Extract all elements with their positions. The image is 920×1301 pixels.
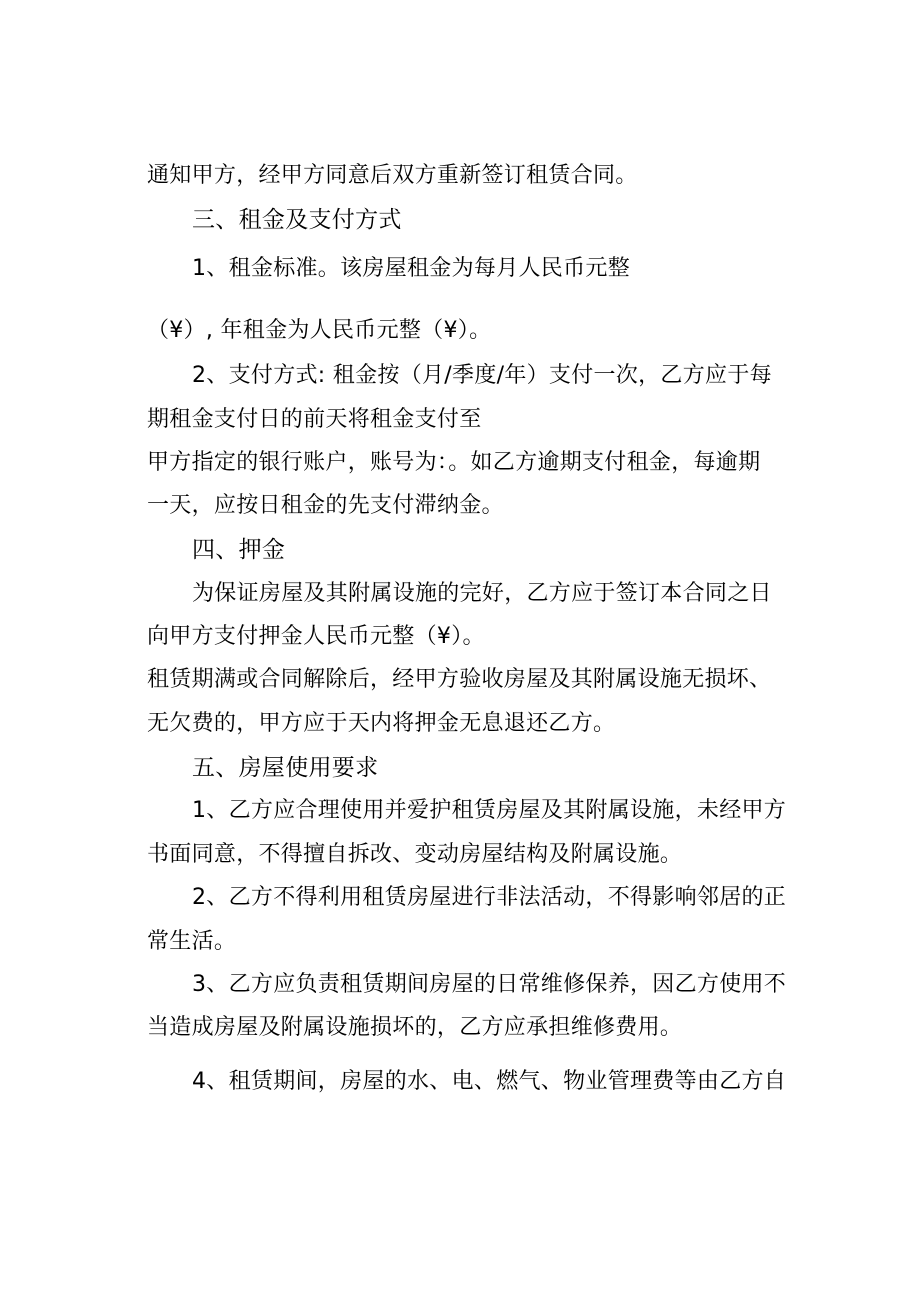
- paragraph-line: 向甲方支付押金人民币元整（¥）。: [147, 624, 485, 649]
- paragraph-line: 1、乙方应合理使用并爱护租赁房屋及其附属设施，未经甲方: [192, 798, 787, 823]
- section-heading-rent: 三、租金及支付方式: [192, 207, 402, 233]
- paragraph-line: 2、支付方式: 租金按（月/季度/年）支付一次，乙方应于每: [192, 363, 772, 388]
- section-heading-deposit: 四、押金: [192, 537, 286, 563]
- paragraph-line: 1、租金标准。该房屋租金为每月人民币元整: [192, 256, 630, 281]
- paragraph-line: 为保证房屋及其附属设施的完好，乙方应于签订本合同之日: [192, 581, 772, 606]
- paragraph-line: 4、租赁期间，房屋的水、电、燃气、物业管理费等由乙方自: [192, 1069, 787, 1094]
- paragraph-line: 通知甲方，经甲方同意后双方重新签订租赁合同。: [147, 163, 638, 188]
- paragraph-line: 期租金支付日的前天将租金支付至: [147, 407, 482, 432]
- paragraph-line: 一天，应按日租金的先支付滞纳金。: [147, 493, 504, 518]
- paragraph-line: 甲方指定的银行账户，账号为：。如乙方逾期支付租金，每逾期: [147, 450, 761, 475]
- paragraph-line: 无欠费的，甲方应于天内将押金无息退还乙方。: [147, 711, 616, 736]
- paragraph-line: 3、乙方应负责租赁期间房屋的日常维修保养，因乙方使用不: [192, 972, 787, 997]
- paragraph-line: 常生活。: [147, 929, 237, 954]
- paragraph-line: 2、乙方不得利用租赁房屋进行非法活动，不得影响邻居的正: [192, 885, 787, 910]
- paragraph-line: 租赁期满或合同解除后，经甲方验收房屋及其附属设施无损坏、: [147, 667, 772, 692]
- section-heading-usage: 五、房屋使用要求: [192, 755, 379, 781]
- paragraph-line: 当造成房屋及附属设施损坏的，乙方应承担维修费用。: [147, 1015, 683, 1040]
- paragraph-line: （¥）, 年租金为人民币元整（¥）。: [147, 318, 492, 343]
- paragraph-line: 书面同意，不得擅自拆改、变动房屋结构及附属设施。: [147, 842, 683, 867]
